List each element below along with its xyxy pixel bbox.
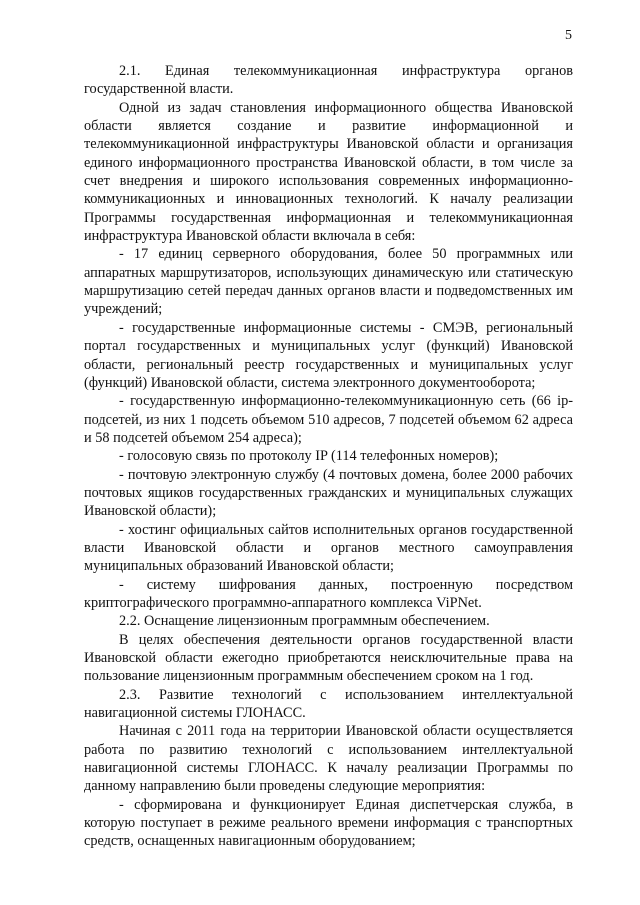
list-item-email-service: - почтовую электронную службу (4 почтовых домена, более 2000 рабочих почтовых ящиков государственных гражданских и муниципальных служащих Ивановской области); [84,466,573,520]
list-item-voip: - голосовую связь по протоколу IP (114 телефонных номеров); [119,448,499,465]
list-item-telecom-network: - государственную информационно-телекоммуникационную сеть (66 ip-подсетей, из них 1 подсеть объемом 510 адресов, 7 подсетей объемом 62 адреса и 58 подсетей объемом 254 адреса); [84,393,573,446]
list-item-servers: - 17 единиц серверного оборудования, более 50 программных или аппаратных маршрутизаторов, использующих динамическую или статическую маршрутизацию сетей передач данных органов власти и подведомственных им учреждений; [84,246,573,318]
list-item-dispatch-service: - сформирована и функционирует Единая диспетчерская служба, в которую поступает в режиме реального времени информация с транспортных средств, оснащенных навигационным оборудованием; [84,796,573,850]
list-item-encryption: - систему шифрования данных, построенную посредством криптографического программно-аппаратного комплекса ViPNet. [84,576,573,611]
section-heading-2-2: 2.2. Оснащение лицензионным программным обеспечением. [119,613,490,630]
list-item-hosting: - хостинг официальных сайтов исполнительных органов государственной власти Ивановской области и органов местного самоуправления муниципальных образований Ивановской области; [84,521,573,575]
section-heading-2-3: 2.3. Развитие технологий с использованием интеллектуальной навигационной системы ГЛОНАСС. [84,686,573,722]
list-item-information-systems: - государственные информационные системы - СМЭВ, региональный портал государственных и муниципальных услуг (функций) Ивановской области, региональный реестр государственных и муниципальных услуг (функций) Ивановской области, система электронного документооборота; [84,319,573,391]
page-number: 5 [565,28,572,43]
document-body [84,62,573,851]
section-heading-2-1: 2.1. Единая телекоммуникационная инфраструктура органов государственной власти. [84,63,573,98]
paragraph-glonass-intro: Начиная с 2011 года на территории Ивановской области осуществляется работа по развитию технологий с использованием интеллектуальной навигационной системы ГЛОНАСС. К началу реализации Программы по данному направлению были проведены следующие мероприятия: [84,723,573,795]
paragraph-infrastructure-intro: Одной из задач становления информационного общества Ивановской области является создание и развитие информационной и телекоммуникационной инфраструктуры Ивановской области и организация единого информационного пространства Ивановской области, в том числе за счет внедрения и широкого использования современных информационно-коммуникационных и инновационных технологий. К началу реализации Программы государственная информационная и телекоммуникационная инфраструктура Ивановской области включала в себя: [84,99,573,245]
paragraph-licensed-software: В целях обеспечения деятельности органов государственной власти Ивановской области ежегодно приобретаются неисключительные права на пользование лицензионным программным обеспечением сроком на 1 год. [84,631,573,685]
